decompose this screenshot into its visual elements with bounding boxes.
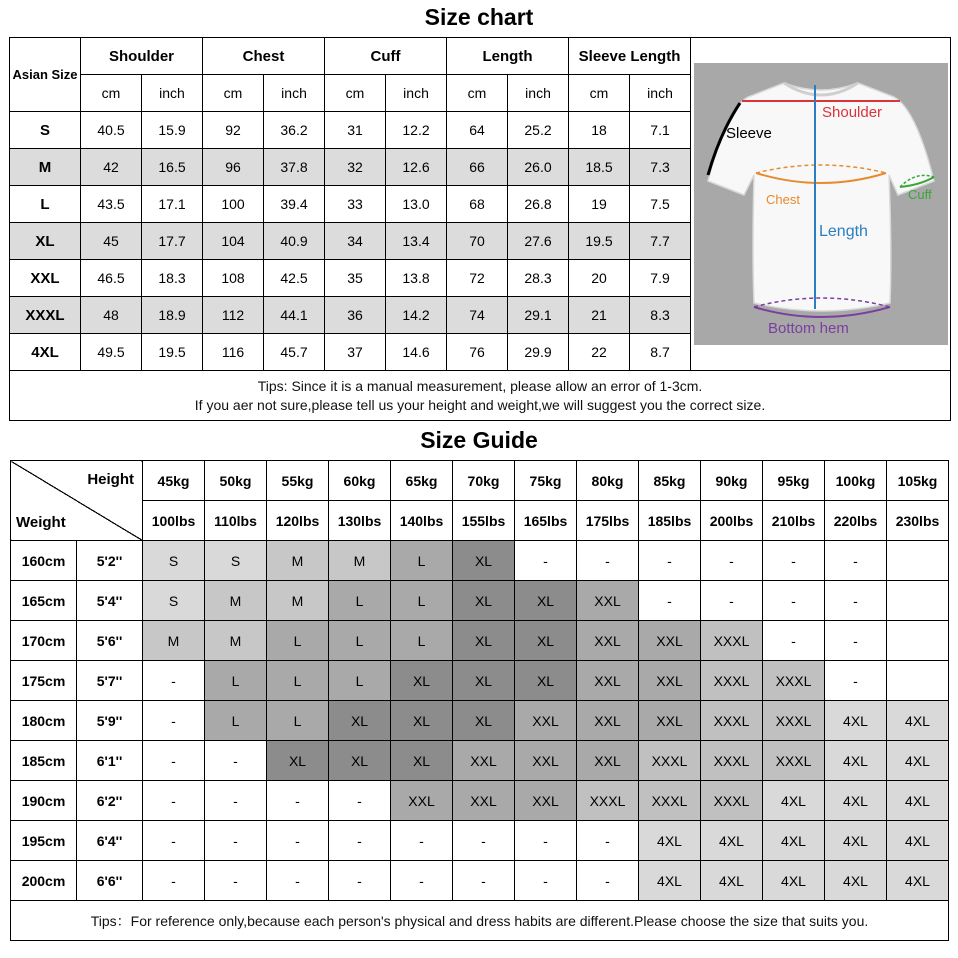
size-label: L [10, 186, 81, 223]
size-guide-tips-row [11, 901, 949, 941]
recommended-size-cell: XL [329, 701, 391, 741]
recommended-size-cell: - [143, 701, 205, 741]
height-weight-corner [11, 461, 143, 541]
height-ft: 6'2'' [77, 781, 143, 821]
height-row-185cm [11, 741, 949, 781]
recommended-size-cell: XXXL [763, 701, 825, 741]
recommended-size-cell: M [143, 621, 205, 661]
recommended-size-cell: - [267, 861, 329, 901]
height-cm: 170cm [11, 621, 77, 661]
weight-lbs-header: 230lbs [887, 501, 949, 541]
recommended-size-cell: - [825, 581, 887, 621]
measure-value: 68 [447, 186, 508, 223]
recommended-size-cell: L [391, 621, 453, 661]
recommended-size-cell: M [205, 621, 267, 661]
measure-value: 20 [569, 260, 630, 297]
recommended-size-cell: - [639, 581, 701, 621]
recommended-size-cell: XL [267, 741, 329, 781]
recommended-size-cell: 4XL [825, 741, 887, 781]
recommended-size-cell: XXL [577, 661, 639, 701]
recommended-size-cell: S [143, 541, 205, 581]
recommended-size-cell: - [453, 821, 515, 861]
recommended-size-cell: - [825, 621, 887, 661]
measure-header-length: Length [447, 38, 569, 75]
weight-lbs-header: 175lbs [577, 501, 639, 541]
measure-value: 72 [447, 260, 508, 297]
recommended-size-cell: - [205, 781, 267, 821]
cuff-label: Cuff [907, 187, 932, 202]
size-label: M [10, 149, 81, 186]
measure-value: 26.0 [508, 149, 569, 186]
measure-value: 7.5 [630, 186, 691, 223]
recommended-size-cell: - [763, 621, 825, 661]
measure-value: 17.7 [142, 223, 203, 260]
measure-value: 18.5 [569, 149, 630, 186]
height-ft: 6'1'' [77, 741, 143, 781]
size-chart-tips-row [10, 371, 951, 421]
measure-value: 19.5 [142, 334, 203, 371]
recommended-size-cell: XXXL [701, 781, 763, 821]
height-cm: 160cm [11, 541, 77, 581]
recommended-size-cell: 4XL [701, 821, 763, 861]
recommended-size-cell: L [205, 701, 267, 741]
recommended-size-cell: XXL [515, 701, 577, 741]
recommended-size-cell: - [763, 581, 825, 621]
recommended-size-cell: - [763, 541, 825, 581]
recommended-size-cell: 4XL [887, 701, 949, 741]
measure-value: 45 [81, 223, 142, 260]
recommended-size-cell: L [205, 661, 267, 701]
weight-lbs-header: 200lbs [701, 501, 763, 541]
height-ft: 6'4'' [77, 821, 143, 861]
recommended-size-cell: XXL [391, 781, 453, 821]
recommended-size-cell [887, 581, 949, 621]
recommended-size-cell: L [391, 541, 453, 581]
recommended-size-cell: - [143, 661, 205, 701]
measure-value: 32 [325, 149, 386, 186]
recommended-size-cell: M [267, 541, 329, 581]
recommended-size-cell: XXXL [701, 701, 763, 741]
height-cm: 195cm [11, 821, 77, 861]
recommended-size-cell: XXL [453, 781, 515, 821]
unit-label: cm [447, 75, 508, 112]
recommended-size-cell: - [143, 821, 205, 861]
recommended-size-cell: - [825, 541, 887, 581]
measure-value: 28.3 [508, 260, 569, 297]
weight-kg-header: 95kg [763, 461, 825, 501]
weight-lbs-header: 110lbs [205, 501, 267, 541]
weight-lbs-header: 165lbs [515, 501, 577, 541]
recommended-size-cell: XXXL [763, 741, 825, 781]
measure-value: 25.2 [508, 112, 569, 149]
recommended-size-cell: S [205, 541, 267, 581]
measure-value: 13.0 [386, 186, 447, 223]
weight-lbs-header: 120lbs [267, 501, 329, 541]
size-chart-tips [10, 371, 951, 421]
recommended-size-cell: XXXL [763, 661, 825, 701]
recommended-size-cell: - [391, 861, 453, 901]
weight-kg-header: 55kg [267, 461, 329, 501]
measure-value: 14.2 [386, 297, 447, 334]
weight-lbs-header: 130lbs [329, 501, 391, 541]
unit-label: cm [569, 75, 630, 112]
weight-kg-header: 45kg [143, 461, 205, 501]
measure-value: 18.9 [142, 297, 203, 334]
recommended-size-cell: XL [453, 701, 515, 741]
measure-value: 18.3 [142, 260, 203, 297]
recommended-size-cell: - [515, 821, 577, 861]
recommended-size-cell [887, 621, 949, 661]
measure-value: 70 [447, 223, 508, 260]
measure-header-shoulder: Shoulder [81, 38, 203, 75]
measure-value: 33 [325, 186, 386, 223]
weight-kg-header: 90kg [701, 461, 763, 501]
height-cm: 190cm [11, 781, 77, 821]
measure-value: 49.5 [81, 334, 142, 371]
recommended-size-cell: 4XL [887, 821, 949, 861]
measure-value: 21 [569, 297, 630, 334]
measure-value: 116 [203, 334, 264, 371]
recommended-size-cell: L [329, 581, 391, 621]
measure-value: 74 [447, 297, 508, 334]
recommended-size-cell: M [329, 541, 391, 581]
recommended-size-cell: 4XL [887, 741, 949, 781]
measure-value: 31 [325, 112, 386, 149]
unit-label: cm [325, 75, 386, 112]
height-row-190cm [11, 781, 949, 821]
measure-value: 39.4 [264, 186, 325, 223]
recommended-size-cell: - [143, 781, 205, 821]
recommended-size-cell: - [329, 861, 391, 901]
recommended-size-cell: - [577, 861, 639, 901]
measure-value: 19 [569, 186, 630, 223]
recommended-size-cell: - [329, 781, 391, 821]
chest-label: Chest [765, 192, 800, 207]
measure-value: 7.3 [630, 149, 691, 186]
weight-lbs-header: 140lbs [391, 501, 453, 541]
recommended-size-cell: XXL [453, 741, 515, 781]
measure-value: 43.5 [81, 186, 142, 223]
recommended-size-cell: XXL [577, 581, 639, 621]
recommended-size-cell: - [701, 541, 763, 581]
recommended-size-cell: XXL [577, 621, 639, 661]
weight-kg-header: 60kg [329, 461, 391, 501]
recommended-size-cell: - [391, 821, 453, 861]
unit-label: cm [81, 75, 142, 112]
measure-value: 36 [325, 297, 386, 334]
recommended-size-cell: 4XL [887, 781, 949, 821]
unit-label: inch [142, 75, 203, 112]
recommended-size-cell: XXL [515, 741, 577, 781]
recommended-size-cell: - [701, 581, 763, 621]
recommended-size-cell: 4XL [639, 861, 701, 901]
weight-label: Weight [16, 514, 66, 531]
recommended-size-cell: - [267, 781, 329, 821]
recommended-size-cell: L [329, 621, 391, 661]
unit-label: inch [630, 75, 691, 112]
measure-value: 46.5 [81, 260, 142, 297]
weight-kg-header: 80kg [577, 461, 639, 501]
recommended-size-cell: - [205, 741, 267, 781]
recommended-size-cell: XXL [639, 621, 701, 661]
recommended-size-cell: - [267, 821, 329, 861]
height-cm: 180cm [11, 701, 77, 741]
size-chart-table [9, 37, 951, 421]
measure-value: 42 [81, 149, 142, 186]
measure-value: 13.8 [386, 260, 447, 297]
measure-value: 12.2 [386, 112, 447, 149]
recommended-size-cell: XL [515, 581, 577, 621]
recommended-size-cell [887, 661, 949, 701]
size-chart-header-row [10, 38, 951, 75]
measure-value: 29.9 [508, 334, 569, 371]
recommended-size-cell: S [143, 581, 205, 621]
unit-label: inch [386, 75, 447, 112]
measure-value: 17.1 [142, 186, 203, 223]
tips-line-1: Tips: Since it is a manual measurement, please allow an error of 1-3cm. [257, 377, 703, 394]
measure-value: 15.9 [142, 112, 203, 149]
shoulder-label: Shoulder [821, 104, 882, 121]
height-cm: 165cm [11, 581, 77, 621]
recommended-size-cell: 4XL [763, 781, 825, 821]
measure-value: 8.3 [630, 297, 691, 334]
height-row-160cm [11, 541, 949, 581]
recommended-size-cell: XL [329, 741, 391, 781]
tips-line-2: If you aer not sure,please tell us your height and weight,we will suggest you the correct size. [194, 396, 766, 413]
measure-value: 26.8 [508, 186, 569, 223]
recommended-size-cell: - [577, 821, 639, 861]
height-cm: 175cm [11, 661, 77, 701]
recommended-size-cell: - [639, 541, 701, 581]
recommended-size-cell: L [267, 701, 329, 741]
measure-value: 36.2 [264, 112, 325, 149]
measure-value: 37 [325, 334, 386, 371]
size-label: 4XL [10, 334, 81, 371]
recommended-size-cell: XL [515, 621, 577, 661]
recommended-size-cell: XXXL [701, 741, 763, 781]
recommended-size-cell: XXL [577, 701, 639, 741]
height-cm: 200cm [11, 861, 77, 901]
recommended-size-cell: - [577, 541, 639, 581]
size-guide-kg-row [11, 461, 949, 501]
height-ft: 5'9'' [77, 701, 143, 741]
measure-header-chest: Chest [203, 38, 325, 75]
size-guide-lbs-row [11, 501, 949, 541]
recommended-size-cell: 4XL [701, 861, 763, 901]
height-row-180cm [11, 701, 949, 741]
measure-value: 37.8 [264, 149, 325, 186]
measure-value: 45.7 [264, 334, 325, 371]
recommended-size-cell: XL [391, 701, 453, 741]
weight-kg-header: 85kg [639, 461, 701, 501]
recommended-size-cell: 4XL [825, 781, 887, 821]
unit-label: inch [264, 75, 325, 112]
measure-header-cuff: Cuff [325, 38, 447, 75]
recommended-size-cell: XXXL [701, 621, 763, 661]
height-row-165cm [11, 581, 949, 621]
size-label: XL [10, 223, 81, 260]
weight-lbs-header: 210lbs [763, 501, 825, 541]
height-ft: 5'6'' [77, 621, 143, 661]
size-label: XXL [10, 260, 81, 297]
recommended-size-cell: 4XL [825, 821, 887, 861]
sleeve-label: Sleeve [725, 125, 772, 142]
recommended-size-cell: - [825, 661, 887, 701]
recommended-size-cell: L [329, 661, 391, 701]
measure-value: 12.6 [386, 149, 447, 186]
measure-value: 112 [203, 297, 264, 334]
recommended-size-cell: XL [453, 621, 515, 661]
weight-kg-header: 50kg [205, 461, 267, 501]
measure-value: 13.4 [386, 223, 447, 260]
recommended-size-cell: - [515, 541, 577, 581]
measure-value: 29.1 [508, 297, 569, 334]
recommended-size-cell: 4XL [887, 861, 949, 901]
recommended-size-cell: XXL [639, 661, 701, 701]
size-guide-title: Size Guide [420, 427, 538, 453]
measure-value: 27.6 [508, 223, 569, 260]
size-guide-tips: Tips：For reference only,because each person's physical and dress habits are different.Please choose the size that suits you. [11, 901, 949, 941]
unit-label: cm [203, 75, 264, 112]
height-ft: 6'6'' [77, 861, 143, 901]
bottom-hem-label: Bottom hem [767, 320, 849, 337]
recommended-size-cell: XL [453, 661, 515, 701]
weight-kg-header: 65kg [391, 461, 453, 501]
measure-value: 108 [203, 260, 264, 297]
height-row-200cm [11, 861, 949, 901]
tshirt-diagram [694, 63, 948, 345]
recommended-size-cell: L [267, 621, 329, 661]
weight-kg-header: 105kg [887, 461, 949, 501]
weight-kg-header: 75kg [515, 461, 577, 501]
recommended-size-cell: - [205, 821, 267, 861]
recommended-size-cell: XXXL [701, 661, 763, 701]
recommended-size-cell: 4XL [763, 821, 825, 861]
recommended-size-cell: 4XL [825, 701, 887, 741]
height-label: Height [87, 471, 134, 488]
measure-value: 40.9 [264, 223, 325, 260]
recommended-size-cell: XL [391, 741, 453, 781]
recommended-size-cell: - [143, 741, 205, 781]
weight-lbs-header: 185lbs [639, 501, 701, 541]
recommended-size-cell: XXXL [577, 781, 639, 821]
recommended-size-cell: XL [453, 581, 515, 621]
recommended-size-cell: - [453, 861, 515, 901]
measure-value: 100 [203, 186, 264, 223]
recommended-size-cell: 4XL [639, 821, 701, 861]
asian-size-label: Asian Size [10, 38, 81, 112]
height-cm: 185cm [11, 741, 77, 781]
height-row-195cm [11, 821, 949, 861]
measure-value: 34 [325, 223, 386, 260]
measure-value: 22 [569, 334, 630, 371]
measure-value: 64 [447, 112, 508, 149]
measure-value: 7.7 [630, 223, 691, 260]
recommended-size-cell: - [205, 861, 267, 901]
recommended-size-cell: XXXL [639, 781, 701, 821]
measure-value: 42.5 [264, 260, 325, 297]
weight-kg-header: 100kg [825, 461, 887, 501]
measure-value: 96 [203, 149, 264, 186]
recommended-size-cell: XL [515, 661, 577, 701]
measure-value: 48 [81, 297, 142, 334]
measure-value: 16.5 [142, 149, 203, 186]
tshirt-diagram-cell [691, 38, 951, 371]
size-label: S [10, 112, 81, 149]
height-ft: 5'2'' [77, 541, 143, 581]
recommended-size-cell: M [205, 581, 267, 621]
measure-value: 66 [447, 149, 508, 186]
recommended-size-cell: 4XL [763, 861, 825, 901]
length-label: Length [818, 223, 868, 240]
weight-kg-header: 70kg [453, 461, 515, 501]
measure-value: 104 [203, 223, 264, 260]
measure-value: 7.9 [630, 260, 691, 297]
weight-lbs-header: 155lbs [453, 501, 515, 541]
height-ft: 5'4'' [77, 581, 143, 621]
recommended-size-cell: XXL [639, 701, 701, 741]
size-label: XXXL [10, 297, 81, 334]
measure-value: 35 [325, 260, 386, 297]
recommended-size-cell: XL [391, 661, 453, 701]
recommended-size-cell: - [515, 861, 577, 901]
unit-label: inch [508, 75, 569, 112]
weight-lbs-header: 220lbs [825, 501, 887, 541]
recommended-size-cell: L [267, 661, 329, 701]
measure-header-sleeve-length: Sleeve Length [569, 38, 691, 75]
recommended-size-cell: 4XL [825, 861, 887, 901]
measure-value: 44.1 [264, 297, 325, 334]
weight-lbs-header: 100lbs [143, 501, 205, 541]
measure-value: 92 [203, 112, 264, 149]
measure-value: 19.5 [569, 223, 630, 260]
recommended-size-cell: M [267, 581, 329, 621]
recommended-size-cell: XXL [577, 741, 639, 781]
height-row-175cm [11, 661, 949, 701]
measure-value: 7.1 [630, 112, 691, 149]
height-row-170cm [11, 621, 949, 661]
height-ft: 5'7'' [77, 661, 143, 701]
recommended-size-cell: XXXL [639, 741, 701, 781]
recommended-size-cell: XL [453, 541, 515, 581]
measure-value: 8.7 [630, 334, 691, 371]
recommended-size-cell [887, 541, 949, 581]
size-chart-title: Size chart [424, 4, 534, 30]
recommended-size-cell: - [329, 821, 391, 861]
measure-value: 40.5 [81, 112, 142, 149]
recommended-size-cell: XXL [515, 781, 577, 821]
size-guide-table [10, 460, 949, 941]
recommended-size-cell: - [143, 861, 205, 901]
measure-value: 18 [569, 112, 630, 149]
measure-value: 76 [447, 334, 508, 371]
measure-value: 14.6 [386, 334, 447, 371]
recommended-size-cell: L [391, 581, 453, 621]
